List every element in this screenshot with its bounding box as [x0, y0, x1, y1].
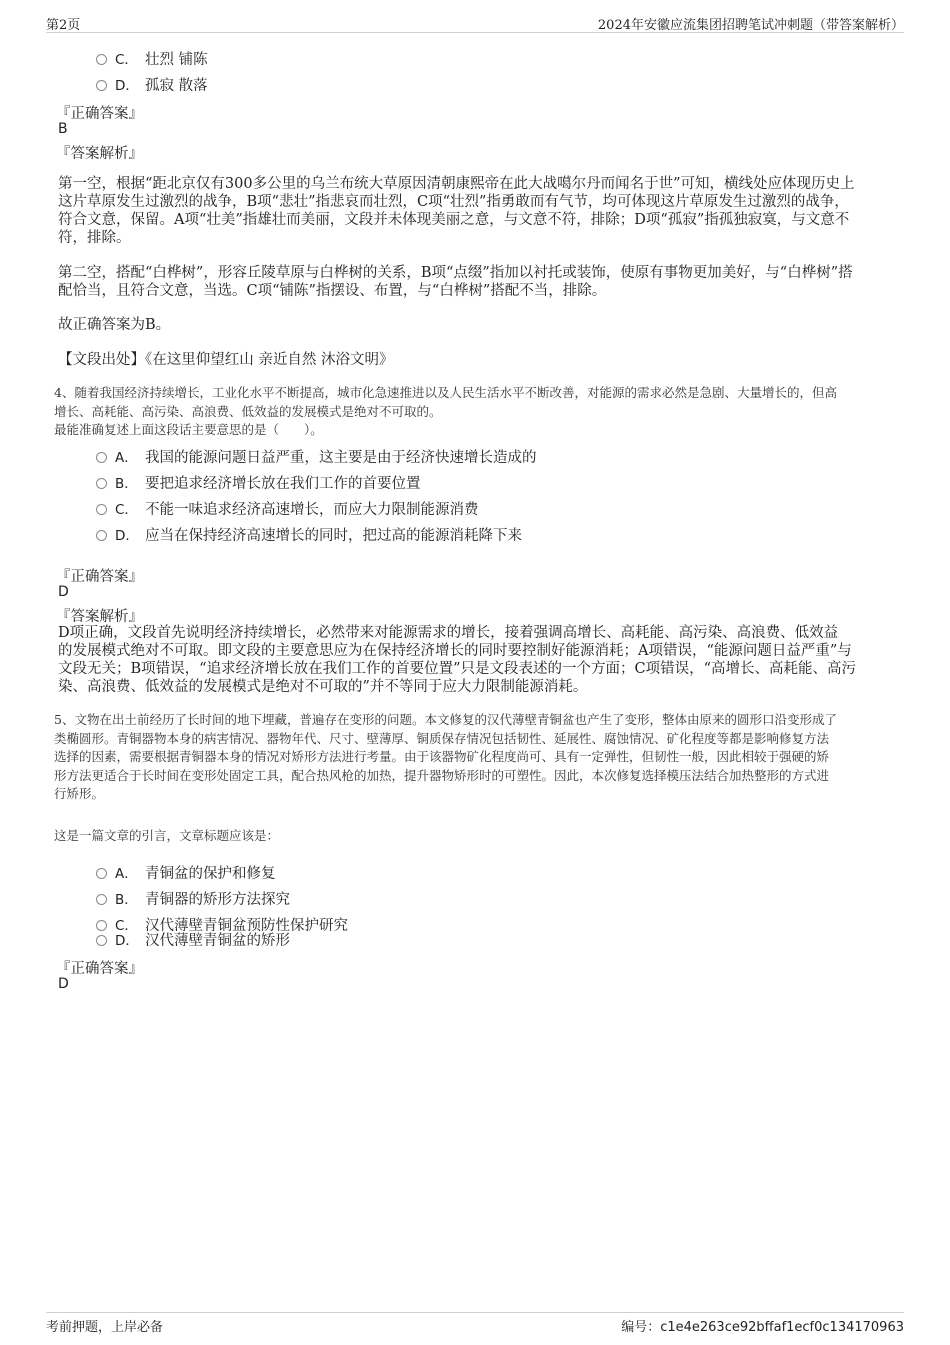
document-code: 编号：c1e4e263ce92bffaf1ecf0c134170963 — [621, 1320, 904, 1335]
q4-option-a[interactable]: A． 我国的能源问题日益严重，这主要是由于经济快速增长造成的 — [96, 446, 537, 467]
q3-analysis-paragraph-2: 第二空，搭配“白桦树”，形容丘陵草原与白桦树的关系，B项“点缀”指加以衬托或装饰，使原有事物更加美好，与“白桦树”搭 配恰当，且符合文意，当选。C项“铺陈”指摆设、布置，与“白桦树”搭配不当，排除。 — [58, 265, 853, 299]
q3-option-c[interactable]: C． 壮烈 铺陈 — [96, 48, 208, 69]
radio-icon[interactable] — [96, 80, 107, 91]
q4-analysis-label: 『答案解析』 — [56, 609, 143, 625]
page-header — [46, 14, 904, 33]
q5-answer: D — [58, 976, 69, 992]
q5-option-a[interactable]: A． 青铜盆的保护和修复 — [96, 862, 276, 883]
q4-option-c[interactable]: C． 不能一味追求经济高速增长，而应大力限制能源消费 — [96, 498, 479, 519]
q4-answer-label: 『正确答案』 — [56, 569, 143, 585]
q5-option-d[interactable]: D． 汉代薄壁青铜盆的矫形 — [96, 929, 290, 950]
radio-icon[interactable] — [96, 478, 107, 489]
q5-option-b[interactable]: B． 青铜器的矫形方法探究 — [96, 888, 290, 909]
document-title: 2024年安徽应流集团招聘笔试冲刺题（带答案解析） — [597, 18, 904, 33]
page-footer — [46, 1312, 904, 1338]
radio-icon[interactable] — [96, 868, 107, 879]
q3-conclusion: 故正确答案为B。 — [58, 317, 171, 333]
q3-analysis-paragraph-1: 第一空，根据“距北京仅有300多公里的乌兰布统大草原因清朝康熙帝在此大战噶尔丹而闻名于世”可知，横线处应体现历史上 这片草原发生过激烈的战争，B项“悲壮”指悲哀而壮烈，C项“壮烈”指勇敢而有气节，均可体现这片草原发生过激烈的战争， 符合文意，保留。A项“壮美”指雄壮而美丽，文段并未体现美丽之意，与文意不符，排除；D项“孤寂”指孤独寂寞，与文意不 符，排除。 — [58, 176, 855, 246]
q3-answer: B — [58, 121, 68, 137]
q4-option-d[interactable]: D． 应当在保持经济高速增长的同时，把过高的能源消耗降下来 — [96, 524, 522, 545]
q3-option-d[interactable]: D． 孤寂 散落 — [96, 74, 208, 95]
radio-icon[interactable] — [96, 935, 107, 946]
q3-answer-label: 『正确答案』 — [56, 106, 143, 122]
radio-icon[interactable] — [96, 504, 107, 515]
radio-icon[interactable] — [96, 894, 107, 905]
radio-icon[interactable] — [96, 54, 107, 65]
q4-option-b[interactable]: B． 要把追求经济增长放在我们工作的首要位置 — [96, 472, 421, 493]
q4-answer: D — [58, 584, 69, 600]
q5-question-text: 5、文物在出土前经历了长时间的地下埋藏，普遍存在变形的问题。本文修复的汉代薄壁青铜盆也产生了变形，整体由原来的圆形口沿变形成了 类椭圆形。青铜器物本身的病害情况、器物年代、尺寸、壁薄厚、铜质保存情况包括韧性、延展性、腐蚀情况、矿化程度等都是影响修复方法 选择的因素，需要根据青铜器本身的情况对矫形方法进行考量。由于该器物矿化程度尚可、具有一定弹性，但韧性一般，因此相较于强硬的矫 形方法更适合于长时间在变形处固定工具，配合热风枪的加热，提升器物矫形时的可塑性。因此，本次修复选择模压法结合加热整形的方式进 行矫形。 — [54, 712, 837, 801]
q5-option-c[interactable]: C． 汉代薄壁青铜盆预防性保护研究 — [96, 914, 348, 935]
radio-icon[interactable] — [96, 530, 107, 541]
q3-source: 【文段出处】《在这里仰望红山 亲近自然 沐浴文明》 — [58, 352, 394, 368]
q4-question-text: 4、随着我国经济持续增长，工业化水平不断提高，城市化急速推进以及人民生活水平不断改善，对能源的需求必然是急剧、大量增长的，但高 增长、高耗能、高污染、高浪费、低效益的发展模式是绝对不可取的。 最能准确复述上面这段话主要意思的是（ ）。 — [54, 385, 837, 437]
page-number: 第2页 — [46, 18, 81, 33]
q3-analysis-label: 『答案解析』 — [56, 146, 143, 162]
radio-icon[interactable] — [96, 452, 107, 463]
footer-slogan: 考前押题，上岸必备 — [46, 1320, 164, 1335]
q5-answer-label: 『正确答案』 — [56, 961, 143, 977]
q5-prompt: 这是一篇文章的引言，文章标题应该是： — [54, 828, 280, 843]
q4-analysis: D项正确，文段首先说明经济持续增长，必然带来对能源需求的增长，接着强调高增长、高耗能、高污染、高浪费、低效益 的发展模式绝对不可取。即文段的主要意思应为在保持经济增长的同时要控制好能源消耗；A项错误，“能源问题日益严重”与 文段无关；B项错误，“追求经济增长放在我们工作的首要位置”只是文段表述的一个方面；C项错误，“高增长、高耗能、高污 染、高浪费、低效益的发展模式是绝对不可取的”并不等同于应大力限制能源消耗。 — [58, 625, 856, 695]
